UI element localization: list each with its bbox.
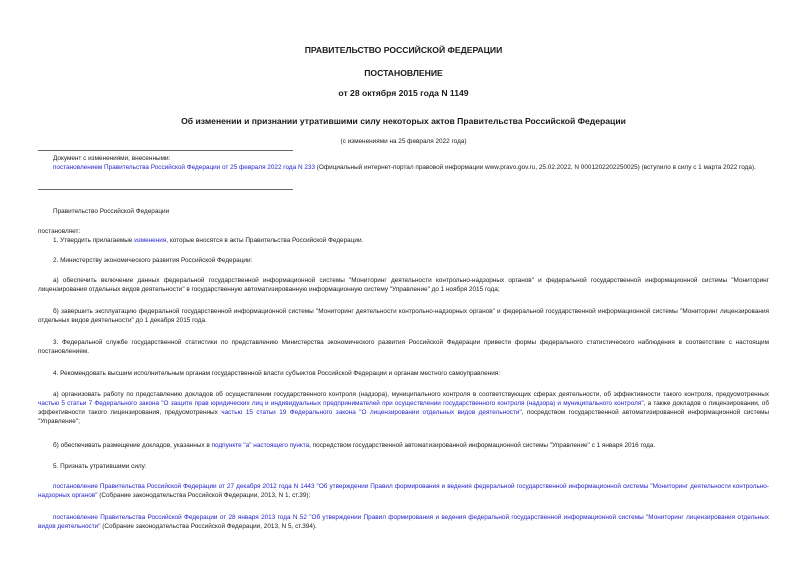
law-294-link[interactable]: частью 5 статьи 7 Федерального закона "О защите прав юридических лиц и индивидуальных предпринимателей при осуществлении государственного контроля (надзора) и муниципального контроля" (38, 400, 644, 408)
changes-note (38, 163, 769, 172)
changes-intro: Документ с изменениями, внесенными: (53, 155, 171, 162)
item-5a-tail: (Собрание законодательства Российской Федерации, 2013, N 1, ст.39); (97, 492, 311, 500)
item-5b-tail: (Собрание законодательства Российской Федерации, 2013, N 5, ст.394). (100, 523, 317, 531)
divider-top (38, 150, 293, 151)
decree-1443-link[interactable]: постановление Правительства Российской Федерации от 27 декабря 2012 года N 1443 "Об утверждении Правил формирования и ведения федеральной государственной информационной системы "Мониторинг деятельности контрольно-надзорных органов" (38, 483, 769, 500)
item-1-text-b: , которые вносятся в акты Правительства Российской Федерации. (166, 237, 364, 244)
item-5: 5. Признать утратившими силу: (53, 463, 147, 470)
item-4a-text-1: а) организовать работу по представлению докладов об осуществлении государственного контроля (надзора), муниципального контроля в соответствующих сферах деятельности, об эффективности такого контроля, предусмотренных (53, 391, 769, 398)
document-type: ПОСТАНОВЛЕНИЕ (364, 68, 443, 78)
item-4a-text-3: , посредством государственной автоматизированной информационной системы "Управление"; (38, 409, 770, 426)
item-4b-text-2: , посредством государственной автоматизированной информационной системы "Управление" с 1 января 2016 года. (309, 442, 656, 449)
document-title: Об изменении и признании утратившими силу некоторых актов Правительства Российской Федерации (181, 116, 626, 126)
divider-bottom (38, 189, 293, 190)
item-5a (38, 482, 769, 500)
law-99-link[interactable]: частью 15 статьи 19 Федерального закона "О лицензировании отдельных видов деятельности" (221, 409, 522, 417)
changes-link[interactable]: изменения (134, 237, 167, 244)
amendment-link[interactable]: постановлением Правительства Российской Федерации от 25 февраля 2022 года N 233 (53, 164, 316, 171)
item-2: 2. Министерству экономического развития Российской Федерации: (53, 257, 253, 264)
gov-paragraph: Правительство Российской Федерации (53, 208, 170, 215)
document-date-number: от 28 октября 2015 года N 1149 (338, 88, 469, 98)
item-4a (38, 390, 769, 426)
subitem-a-link[interactable]: подпункте "а" настоящего пункта (211, 442, 310, 449)
item-5b (38, 513, 769, 531)
item-1-text-a: 1. Утвердить прилагаемые (53, 237, 135, 244)
item-2b: б) завершить эксплуатацию федеральной государственной информационной системы "Мониторинг деятельности контрольно-надзорных органов" и федеральной государственной информационной системы "Мониторинг лицензирования отдельных видов деятельности" до 1 декабря 2015 года. (38, 308, 769, 325)
item-4a-text-2: , а также докладов о лицензировании, об эффективности такого лицензирования, предусмотренных (38, 400, 769, 417)
changes-note-tail: (Официальный интернет-портал правовой информации www.pravo.gov.ru, 25.02.2022, N 0001202202250025) (вступило в силу с 1 марта 2022 года). (315, 164, 756, 171)
decides-paragraph: постановляет: (38, 228, 81, 235)
item-4b-text-1: б) обеспечивать размещение докладов, указанных в (53, 442, 212, 449)
item-1 (38, 236, 769, 245)
item-4b (38, 441, 769, 450)
revision-note: (с изменениями на 25 февраля 2022 года) (340, 138, 467, 145)
item-2a: а) обеспечить включение данных федеральной государственной информационной системы "Мониторинг деятельности контрольно-надзорных органов" и федеральной государственной информационной системы "Мониторинг лицензирования отдельных видов деятельности" в государственную автоматизированную информационную систему "Управление" до 1 ноября 2015 года; (38, 277, 769, 294)
item-4: 4. Рекомендовать высшим исполнительным органам государственной власти субъектов Российской Федерации и органам местного самоуправления: (53, 370, 501, 377)
decree-52-link[interactable]: постановление Правительства Российской Федерации от 28 января 2013 года N 52 "Об утверждении Правил формирования и ведения федеральной государственной информационной системы "Мониторинг лицензирования отдельных видов деятельности" (38, 514, 769, 531)
item-3: 3. Федеральной службе государственной статистики по представлению Министерства экономического развития Российской Федерации привести формы федерального статистического наблюдения в соответствие с настоящим постановлением. (38, 339, 769, 356)
government-heading: ПРАВИТЕЛЬСТВО РОССИЙСКОЙ ФЕДЕРАЦИИ (304, 45, 503, 55)
